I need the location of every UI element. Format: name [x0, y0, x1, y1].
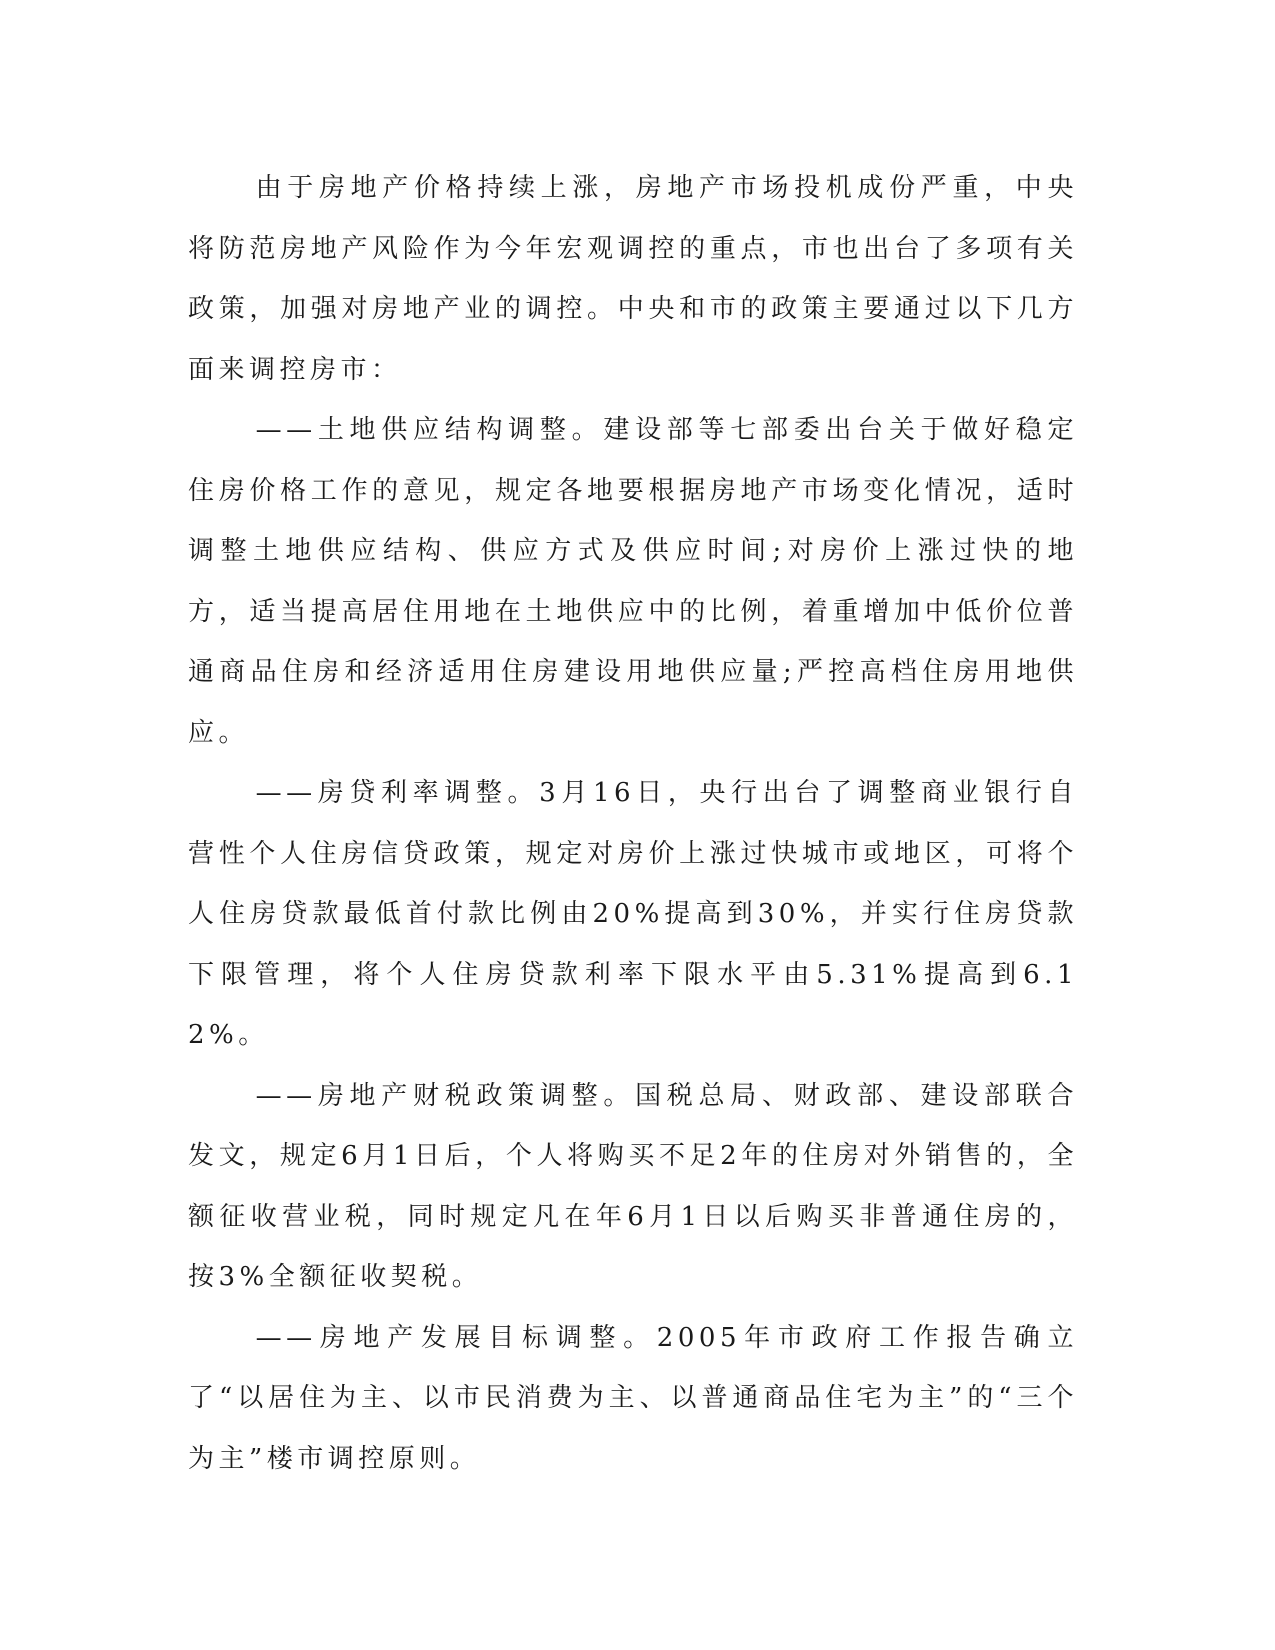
- paragraph-land-supply: ——土地供应结构调整。建设部等七部委出台关于做好稳定住房价格工作的意见，规定各地要根据房地产市场变化情况，适时调整土地供应结构、供应方式及供应时间;对房价上涨过快的地方，适当提高居住用地在土地供应中的比例，着重增加中低价位普通商品住房和经济适用住房建设用地供应量;严控高档住房用地供应。: [188, 415, 1078, 748]
- paragraph-development-goal: ——房地产发展目标调整。2005年市政府工作报告确立了“以居住为主、以市民消费为主、以普通商品住宅为主”的“三个为主”楼市调控原则。: [188, 1322, 1078, 1474]
- paragraph-tax-policy: ——房地产财税政策调整。国税总局、财政部、建设部联合发文，规定6月1日后，个人将购买不足2年的住房对外销售的，全额征收营业税，同时规定凡在年6月1日以后购买非普通住房的，按3%全额征收契税。: [188, 1080, 1078, 1292]
- paragraph-intro: 由于房地产价格持续上涨，房地产市场投机成份严重，中央将防范房地产风险作为今年宏观调控的重点，市也出台了多项有关政策，加强对房地产业的调控。中央和市的政策主要通过以下几方面来调控房市：: [188, 173, 1078, 385]
- document-body: [188, 158, 1078, 1489]
- paragraph-mortgage-rate: ——房贷利率调整。3月16日，央行出台了调整商业银行自营性个人住房信贷政策，规定对房价上涨过快城市或地区，可将个人住房贷款最低首付款比例由20%提高到30%，并实行住房贷款下限管理，将个人住房贷款利率下限水平由5.31%提高到6.12%。: [188, 778, 1078, 1050]
